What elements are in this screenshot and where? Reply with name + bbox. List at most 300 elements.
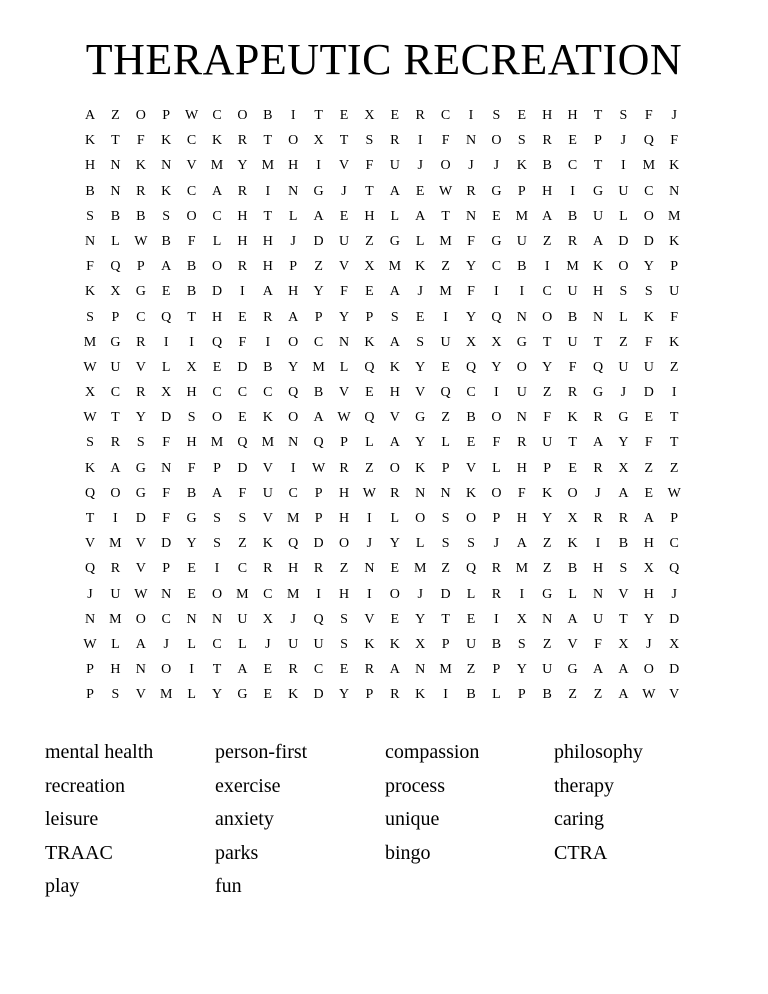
grid-letter: U bbox=[618, 359, 629, 375]
grid-letter: N bbox=[516, 410, 527, 426]
grid-letter: E bbox=[517, 108, 527, 123]
grid-letter: K bbox=[364, 334, 375, 350]
grid-letter: M bbox=[236, 586, 249, 602]
grid-letter: E bbox=[339, 208, 349, 224]
grid-letter: R bbox=[136, 183, 146, 199]
grid-letter: Q bbox=[465, 561, 477, 577]
grid-letter: L bbox=[492, 687, 501, 703]
grid-row bbox=[81, 484, 691, 509]
grid-letter: M bbox=[388, 259, 402, 275]
grid-letter: L bbox=[111, 233, 120, 249]
grid-letter: S bbox=[619, 284, 628, 300]
grid-letter: T bbox=[669, 435, 679, 451]
grid-letter: F bbox=[162, 511, 171, 526]
grid-letter: V bbox=[135, 359, 146, 375]
grid-letter: U bbox=[237, 611, 248, 627]
grid-letter: T bbox=[542, 334, 552, 350]
grid-letter: B bbox=[567, 208, 578, 224]
grid-letter: B bbox=[466, 410, 476, 426]
grid-letter: U bbox=[110, 359, 121, 375]
grid-letter: P bbox=[492, 511, 501, 526]
grid-letter: C bbox=[567, 158, 578, 174]
grid-letter: L bbox=[365, 435, 374, 451]
grid-letter: Z bbox=[542, 385, 552, 401]
grid-letter: H bbox=[84, 158, 96, 174]
grid-letter: T bbox=[339, 133, 349, 149]
grid-letter: T bbox=[365, 183, 374, 199]
grid-letter: F bbox=[644, 334, 653, 350]
grid-letter: F bbox=[670, 133, 679, 149]
grid-letter: U bbox=[110, 586, 121, 602]
grid-letter: V bbox=[262, 511, 273, 526]
grid-letter: Z bbox=[542, 636, 552, 652]
grid-letter: R bbox=[390, 687, 400, 703]
grid-letter: K bbox=[567, 536, 578, 552]
word-column bbox=[385, 736, 545, 870]
grid-letter: W bbox=[438, 183, 453, 199]
grid-letter: S bbox=[238, 511, 247, 526]
grid-letter: Y bbox=[186, 536, 197, 552]
grid-letter: I bbox=[494, 611, 499, 627]
grid-row bbox=[81, 509, 691, 534]
grid-letter: A bbox=[592, 233, 604, 249]
grid-letter: C bbox=[186, 183, 197, 199]
grid-letter: M bbox=[667, 208, 681, 224]
grid-letter: K bbox=[84, 460, 96, 476]
grid-letter: O bbox=[288, 133, 299, 149]
grid-letter: J bbox=[163, 636, 169, 652]
grid-letter: N bbox=[161, 158, 172, 174]
grid-letter: F bbox=[238, 485, 247, 501]
grid-letter: E bbox=[212, 359, 222, 375]
grid-letter: R bbox=[491, 586, 502, 602]
grid-letter: X bbox=[516, 611, 527, 627]
grid-letter: O bbox=[440, 158, 451, 174]
grid-letter: O bbox=[135, 108, 146, 123]
grid-letter: B bbox=[491, 636, 502, 652]
grid-letter: N bbox=[415, 662, 426, 678]
grid-letter: Z bbox=[669, 460, 679, 476]
grid-letter: I bbox=[417, 133, 423, 149]
word-bank-item: anxiety bbox=[215, 808, 274, 830]
grid-letter: P bbox=[314, 485, 323, 501]
grid-letter: A bbox=[161, 259, 172, 275]
grid-letter: K bbox=[669, 158, 680, 174]
grid-letter: S bbox=[517, 636, 526, 652]
grid-letter: N bbox=[338, 334, 350, 350]
grid-letter: C bbox=[542, 284, 552, 300]
grid-letter: U bbox=[516, 385, 527, 401]
grid-letter: D bbox=[669, 662, 680, 678]
grid-letter: P bbox=[314, 309, 323, 325]
grid-letter: V bbox=[338, 259, 350, 275]
grid-letter: Q bbox=[161, 309, 172, 325]
grid-letter: I bbox=[214, 561, 220, 577]
grid-letter: O bbox=[643, 208, 654, 224]
grid-letter: R bbox=[415, 108, 425, 123]
grid-letter: N bbox=[288, 183, 299, 199]
grid-letter: A bbox=[516, 536, 527, 552]
grid-letter: C bbox=[212, 636, 222, 652]
grid-letter: V bbox=[338, 158, 350, 174]
grid-letter: D bbox=[313, 233, 324, 249]
grid-letter: Y bbox=[542, 511, 553, 526]
grid-letter: V bbox=[135, 536, 146, 552]
grid-letter: J bbox=[620, 385, 627, 401]
grid-letter: M bbox=[83, 334, 97, 350]
grid-letter: R bbox=[593, 460, 603, 476]
grid-letter: B bbox=[186, 284, 197, 300]
grid-letter: Y bbox=[643, 259, 654, 275]
grid-letter: B bbox=[567, 309, 578, 325]
grid-letter: K bbox=[415, 460, 426, 476]
grid-letter: K bbox=[669, 233, 680, 249]
grid-letter: G bbox=[313, 183, 324, 199]
grid-letter: K bbox=[567, 410, 578, 426]
grid-letter: T bbox=[593, 158, 603, 174]
grid-letter: N bbox=[364, 561, 375, 577]
grid-letter: F bbox=[517, 485, 526, 501]
grid-letter: Y bbox=[415, 435, 426, 451]
grid-letter: A bbox=[389, 662, 400, 678]
grid-letter: Q bbox=[211, 334, 223, 350]
grid-letter: Z bbox=[365, 460, 374, 476]
grid-letter: B bbox=[542, 158, 552, 174]
grid-letter: L bbox=[415, 536, 425, 552]
grid-letter: Y bbox=[643, 611, 654, 627]
grid-letter: F bbox=[238, 334, 247, 350]
grid-row bbox=[81, 232, 691, 257]
grid-letter: B bbox=[466, 687, 476, 703]
grid-letter: T bbox=[669, 410, 679, 426]
grid-letter: Q bbox=[237, 435, 248, 451]
grid-letter: O bbox=[389, 586, 400, 602]
grid-letter: L bbox=[212, 233, 222, 249]
grid-letter: B bbox=[263, 359, 273, 375]
word-bank-item: person-first bbox=[215, 741, 308, 763]
grid-letter: Z bbox=[238, 536, 247, 552]
grid-letter: O bbox=[542, 309, 553, 325]
grid-letter: H bbox=[338, 511, 350, 526]
grid-letter: M bbox=[261, 435, 275, 451]
grid-letter: N bbox=[516, 309, 527, 325]
grid-letter: C bbox=[237, 561, 248, 577]
grid-letter: H bbox=[516, 511, 527, 526]
grid-letter: W bbox=[134, 586, 148, 602]
grid-letter: D bbox=[313, 687, 324, 703]
grid-row bbox=[81, 257, 691, 282]
grid-letter: S bbox=[187, 410, 196, 426]
grid-letter: S bbox=[441, 536, 450, 552]
grid-letter: T bbox=[111, 133, 120, 149]
grid-letter: N bbox=[84, 611, 96, 627]
grid-letter: H bbox=[237, 233, 248, 249]
grid-letter: Q bbox=[491, 309, 502, 325]
grid-row bbox=[81, 635, 691, 660]
grid-letter: R bbox=[237, 133, 248, 149]
grid-letter: F bbox=[86, 259, 94, 275]
grid-letter: S bbox=[644, 284, 653, 300]
grid-letter: D bbox=[211, 284, 223, 300]
grid-letter: R bbox=[390, 485, 400, 501]
grid-letter: P bbox=[340, 435, 348, 451]
grid-letter: Y bbox=[237, 158, 248, 174]
grid-letter: H bbox=[567, 108, 578, 123]
grid-row bbox=[81, 585, 691, 610]
grid-letter: J bbox=[671, 108, 677, 123]
grid-letter: R bbox=[567, 385, 578, 401]
grid-letter: Y bbox=[516, 662, 527, 678]
grid-letter: E bbox=[339, 108, 349, 123]
grid-letter: P bbox=[136, 259, 145, 275]
word-bank-item: exercise bbox=[215, 774, 281, 797]
grid-letter: I bbox=[189, 334, 194, 350]
grid-letter: D bbox=[440, 586, 451, 602]
grid-letter: R bbox=[313, 561, 324, 577]
grid-letter: S bbox=[365, 133, 374, 149]
grid-letter: Z bbox=[593, 687, 603, 703]
grid-letter: Z bbox=[644, 460, 654, 476]
grid-letter: N bbox=[440, 485, 451, 501]
grid-letter: U bbox=[669, 284, 680, 300]
grid-letter: G bbox=[491, 183, 502, 199]
grid-letter: A bbox=[389, 435, 400, 451]
grid-letter: Z bbox=[542, 536, 552, 552]
grid-letter: P bbox=[86, 662, 94, 678]
grid-letter: P bbox=[213, 460, 221, 476]
grid-letter: T bbox=[441, 208, 450, 224]
word-bank-item: play bbox=[45, 875, 80, 897]
grid-letter: E bbox=[365, 385, 374, 401]
grid-row bbox=[81, 383, 691, 408]
grid-letter: Z bbox=[619, 334, 628, 350]
grid-letter: H bbox=[237, 208, 248, 224]
grid-letter: F bbox=[594, 636, 602, 652]
grid-letter: I bbox=[240, 284, 245, 300]
grid-letter: G bbox=[389, 233, 400, 249]
word-bank-item: CTRA bbox=[554, 841, 608, 864]
grid-letter: K bbox=[516, 158, 527, 174]
grid-letter: R bbox=[390, 133, 400, 149]
grid-letter: M bbox=[439, 233, 452, 249]
grid-letter: Z bbox=[339, 561, 349, 577]
grid-letter: L bbox=[619, 208, 628, 224]
grid-letter: S bbox=[517, 133, 526, 149]
grid-letter: K bbox=[84, 284, 96, 300]
grid-letter: Y bbox=[338, 687, 350, 703]
grid-letter: Q bbox=[669, 561, 680, 577]
grid-letter: O bbox=[161, 662, 172, 678]
grid-letter: T bbox=[212, 662, 222, 678]
grid-letter: F bbox=[340, 284, 348, 300]
grid-letter: E bbox=[492, 208, 501, 224]
grid-letter: R bbox=[567, 233, 578, 249]
grid-letter: M bbox=[210, 435, 224, 451]
grid-letter: H bbox=[592, 284, 604, 300]
grid-letter: V bbox=[262, 460, 273, 476]
grid-letter: F bbox=[365, 158, 374, 174]
grid-letter: A bbox=[288, 309, 299, 325]
grid-letter: J bbox=[595, 485, 601, 501]
grid-letter: E bbox=[466, 435, 476, 451]
grid-row bbox=[81, 207, 691, 232]
grid-letter: P bbox=[517, 687, 526, 703]
grid-letter: K bbox=[262, 536, 273, 552]
grid-letter: Q bbox=[592, 359, 604, 375]
grid-letter: W bbox=[134, 233, 148, 249]
grid-letter: W bbox=[337, 410, 351, 426]
grid-letter: I bbox=[113, 511, 118, 526]
grid-letter: U bbox=[618, 183, 629, 199]
grid-letter: K bbox=[542, 485, 553, 501]
grid-letter: Q bbox=[288, 385, 299, 401]
grid-row bbox=[81, 660, 691, 685]
grid-letter: L bbox=[415, 233, 425, 249]
grid-letter: L bbox=[187, 687, 196, 703]
grid-letter: H bbox=[542, 108, 553, 123]
grid-letter: U bbox=[592, 208, 604, 224]
grid-letter: P bbox=[594, 133, 602, 149]
grid-letter: Y bbox=[338, 309, 350, 325]
grid-letter: Q bbox=[465, 359, 477, 375]
word-column bbox=[554, 736, 714, 870]
grid-letter: Q bbox=[84, 485, 96, 501]
grid-letter: V bbox=[135, 687, 146, 703]
grid-letter: M bbox=[515, 561, 529, 577]
grid-letter: I bbox=[316, 158, 321, 174]
grid-letter: C bbox=[313, 334, 324, 350]
grid-letter: D bbox=[237, 460, 248, 476]
grid-letter: N bbox=[669, 183, 680, 199]
grid-letter: X bbox=[364, 108, 375, 123]
grid-letter: B bbox=[186, 485, 197, 501]
grid-letter: P bbox=[670, 259, 679, 275]
grid-letter: H bbox=[338, 485, 350, 501]
grid-letter: E bbox=[568, 460, 577, 476]
grid-letter: G bbox=[186, 511, 197, 526]
grid-letter: S bbox=[86, 309, 94, 325]
grid-letter: O bbox=[211, 259, 223, 275]
grid-letter: C bbox=[212, 385, 222, 401]
grid-letter: Z bbox=[441, 410, 450, 426]
grid-row bbox=[81, 308, 691, 333]
grid-letter: Q bbox=[364, 359, 375, 375]
grid-letter: J bbox=[87, 586, 93, 602]
grid-letter: E bbox=[441, 359, 450, 375]
grid-letter: L bbox=[568, 586, 577, 602]
grid-letter: K bbox=[389, 359, 400, 375]
grid-letter: G bbox=[567, 662, 578, 678]
grid-letter: P bbox=[314, 511, 323, 526]
grid-letter: F bbox=[467, 233, 475, 249]
grid-letter: B bbox=[567, 561, 578, 577]
grid-letter: F bbox=[568, 359, 577, 375]
grid-letter: E bbox=[415, 183, 425, 199]
grid-letter: A bbox=[262, 284, 273, 300]
word-bank-item: recreation bbox=[45, 774, 125, 797]
grid-letter: X bbox=[618, 460, 629, 476]
grid-letter: O bbox=[415, 511, 426, 526]
grid-letter: S bbox=[390, 309, 399, 325]
grid-letter: L bbox=[619, 309, 628, 325]
grid-letter: A bbox=[618, 687, 629, 703]
grid-letter: R bbox=[491, 561, 502, 577]
grid-letter: B bbox=[110, 208, 121, 224]
grid-letter: X bbox=[186, 359, 197, 375]
grid-letter: F bbox=[644, 435, 653, 451]
grid-letter: F bbox=[543, 410, 552, 426]
grid-letter: K bbox=[415, 259, 426, 275]
grid-letter: H bbox=[288, 158, 299, 174]
grid-letter: F bbox=[670, 309, 679, 325]
grid-letter: O bbox=[110, 485, 121, 501]
grid-letter: K bbox=[161, 183, 172, 199]
grid-letter: Z bbox=[466, 662, 476, 678]
grid-letter: D bbox=[237, 359, 248, 375]
grid-letter: R bbox=[593, 511, 603, 526]
grid-letter: A bbox=[110, 460, 121, 476]
word-bank-item: unique bbox=[385, 808, 440, 830]
puzzle-title: THERAPEUTIC RECREATION bbox=[85, 35, 683, 84]
grid-letter: T bbox=[85, 511, 95, 526]
grid-letter: A bbox=[211, 485, 223, 501]
grid-letter: V bbox=[135, 561, 146, 577]
grid-letter: Q bbox=[313, 611, 324, 627]
grid-letter: K bbox=[643, 309, 654, 325]
grid-letter: E bbox=[263, 662, 273, 678]
grid-letter: T bbox=[263, 133, 273, 149]
grid-letter: T bbox=[187, 309, 196, 325]
grid-letter: M bbox=[286, 511, 300, 526]
grid-letter: V bbox=[567, 636, 578, 652]
grid-letter: L bbox=[390, 208, 400, 224]
grid-letter: W bbox=[83, 636, 97, 652]
grid-letter: N bbox=[592, 309, 604, 325]
grid-letter: N bbox=[161, 460, 172, 476]
grid-letter: Y bbox=[288, 359, 299, 375]
grid-letter: U bbox=[262, 485, 273, 501]
grid-letter: C bbox=[466, 385, 476, 401]
grid-letter: I bbox=[494, 385, 499, 401]
grid-letter: P bbox=[111, 309, 120, 325]
grid-letter: N bbox=[465, 208, 477, 224]
grid-letter: Y bbox=[135, 410, 146, 426]
grid-letter: H bbox=[364, 208, 375, 224]
grid-letter: A bbox=[592, 435, 604, 451]
grid-letter: U bbox=[592, 611, 604, 627]
word-bank-item: caring bbox=[554, 808, 604, 830]
grid-letter: J bbox=[468, 158, 474, 174]
grid-letter: I bbox=[443, 687, 448, 703]
grid-letter: Y bbox=[465, 309, 477, 325]
grid-letter: R bbox=[110, 561, 121, 577]
grid-letter: A bbox=[643, 511, 654, 526]
grid-letter: B bbox=[263, 108, 273, 123]
grid-letter: Y bbox=[618, 435, 629, 451]
grid-letter: K bbox=[288, 687, 299, 703]
grid-row bbox=[81, 534, 691, 559]
grid-letter: J bbox=[366, 536, 373, 552]
grid-letter: R bbox=[288, 662, 298, 678]
grid-letter: O bbox=[465, 511, 477, 526]
grid-letter: X bbox=[669, 636, 680, 652]
grid-letter: M bbox=[312, 359, 325, 375]
grid-letter: D bbox=[313, 536, 324, 552]
grid-letter: M bbox=[642, 158, 656, 174]
grid-letter: X bbox=[618, 636, 629, 652]
grid-letter: P bbox=[517, 183, 526, 199]
grid-letter: A bbox=[389, 183, 400, 199]
